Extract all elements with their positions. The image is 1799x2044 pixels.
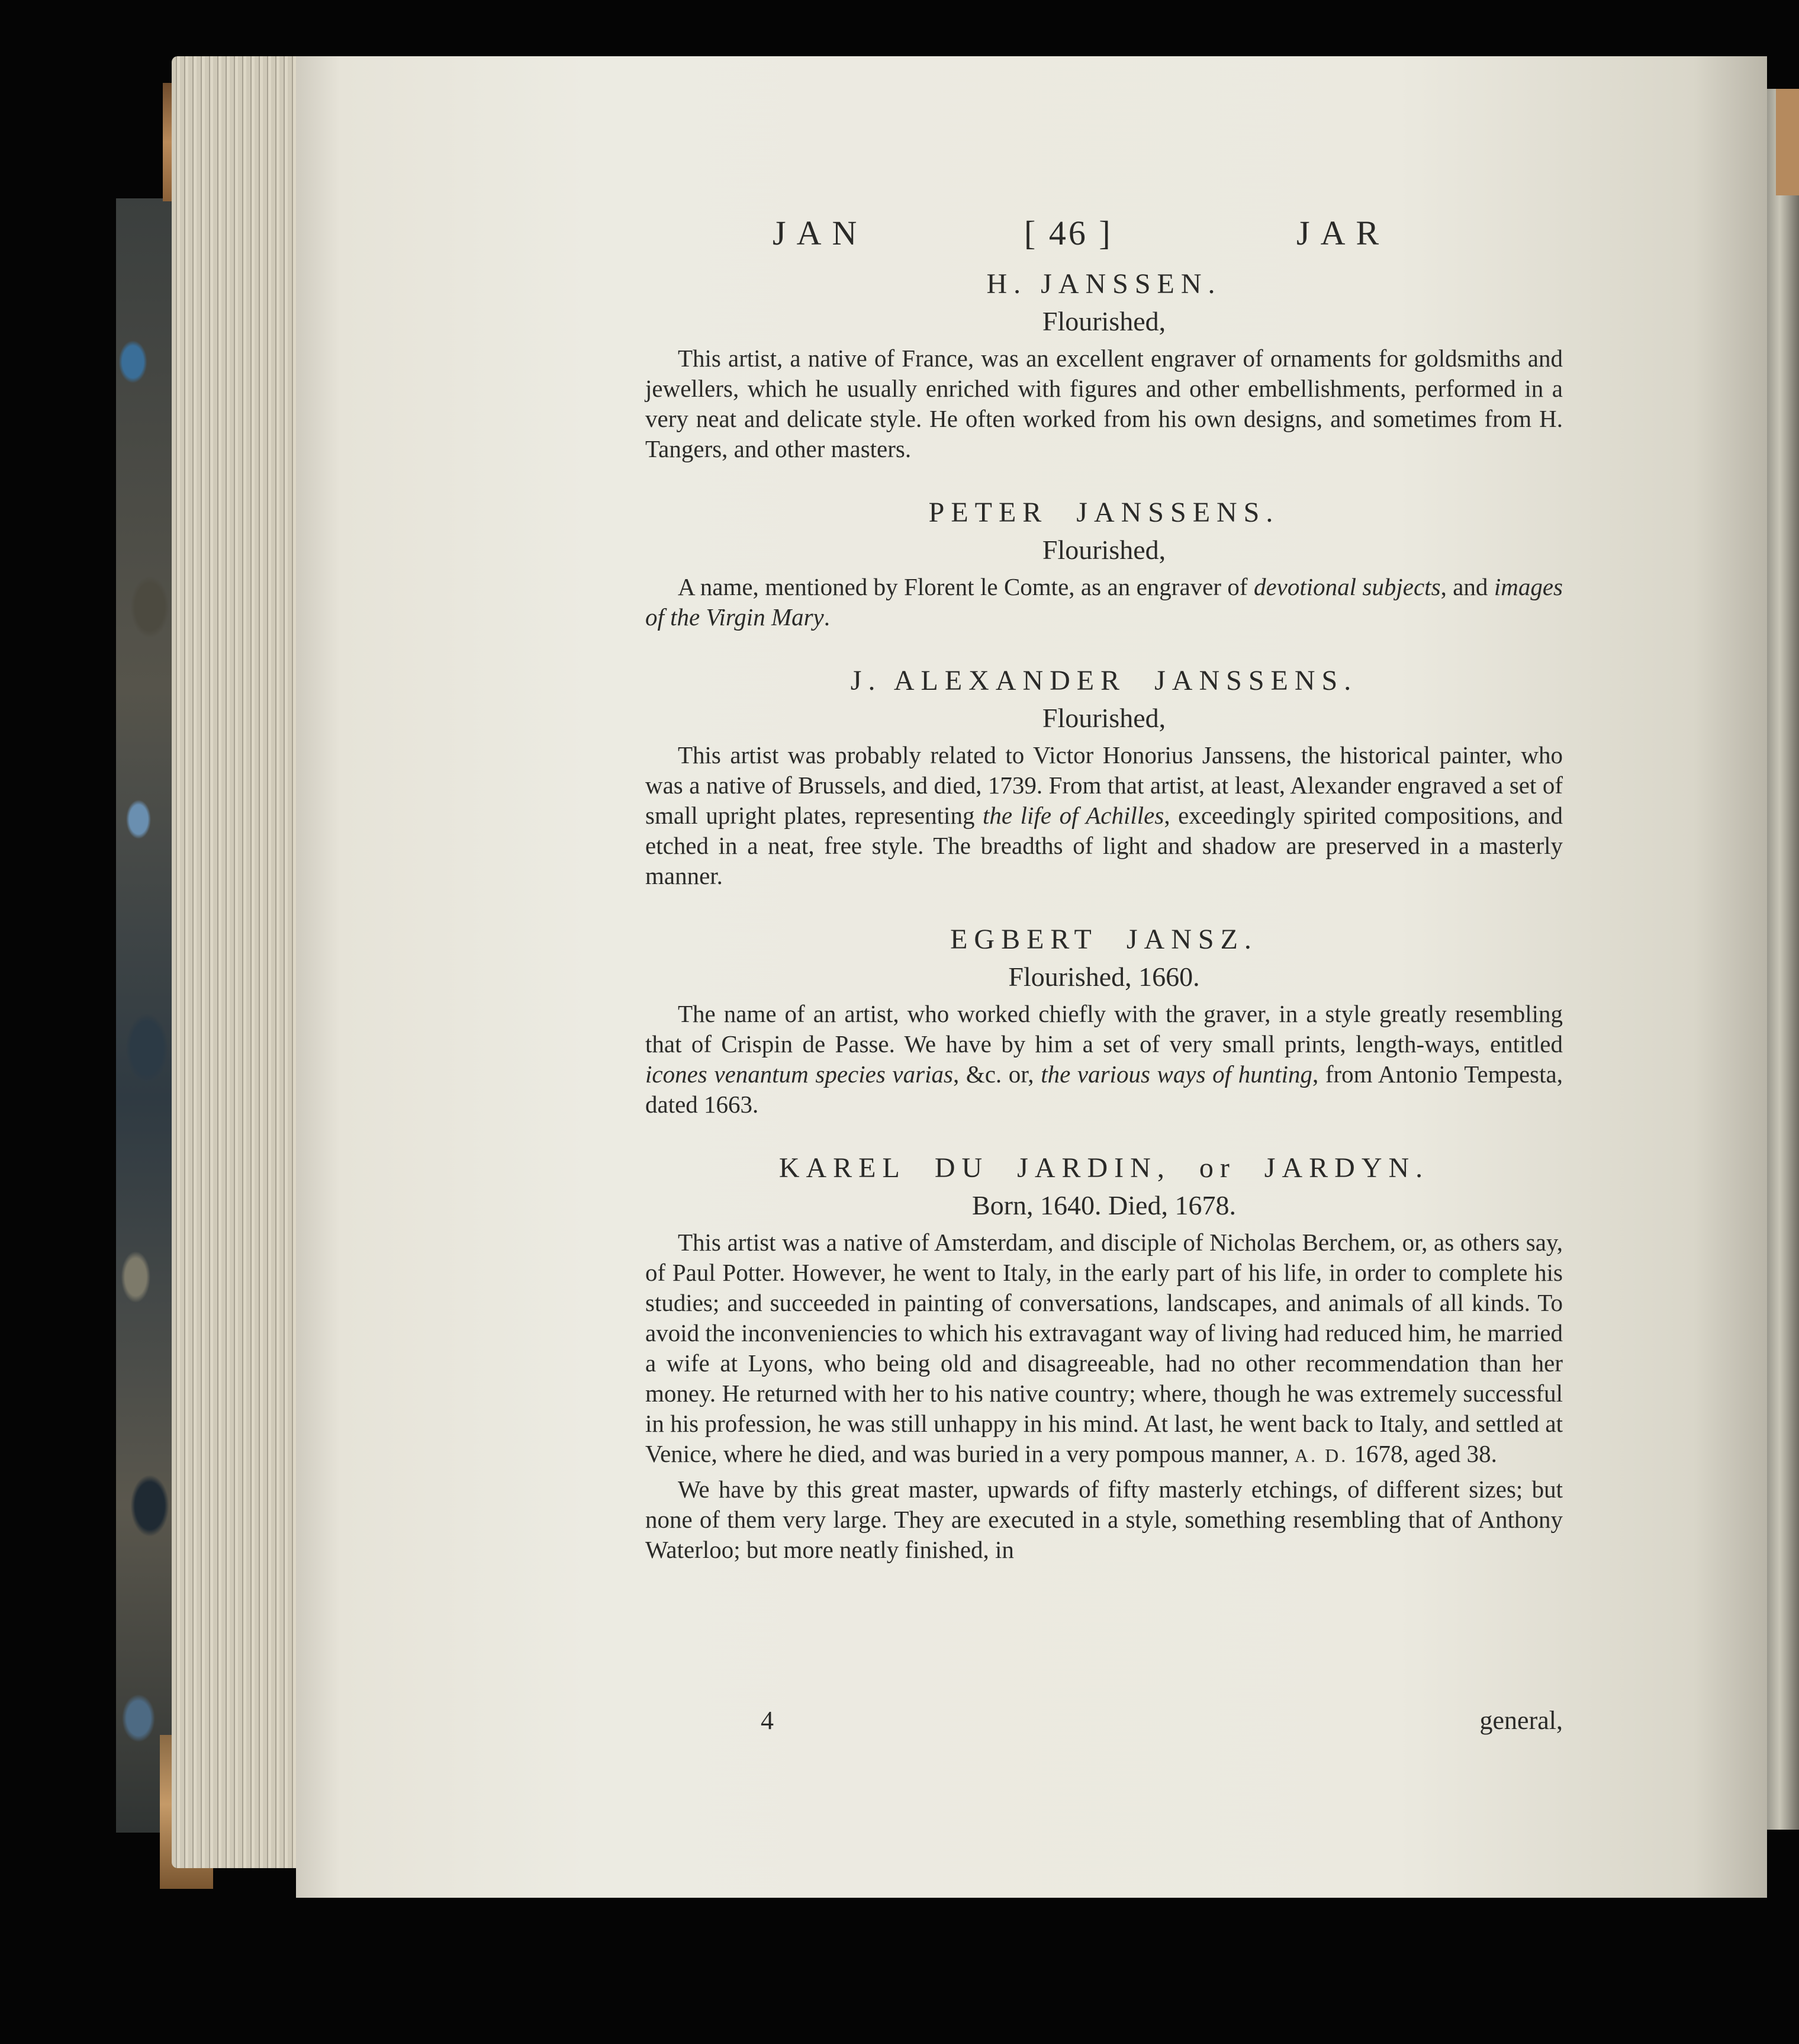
italic-title: icones venantum species varias xyxy=(645,1060,953,1088)
entry xyxy=(645,495,1563,632)
entry xyxy=(645,1150,1563,1565)
entries xyxy=(645,266,1563,1565)
entry-name-part: JARDYN. xyxy=(1264,1152,1430,1184)
running-head-right: JAR xyxy=(1296,214,1390,252)
entry-paragraph: The name of an artist, who worked chiefly with the graver, in a style greatly resembling that of Crispin de Passe. We have by him a set of very small prints, length-ways, entitled icones venantum species varias, &c. or, the various ways of hunting, from Antonio Tempesta, dated 1663. xyxy=(645,1000,1563,1118)
entry xyxy=(645,663,1563,891)
signature-mark: 4 xyxy=(761,1706,774,1735)
entry-name-part: DU xyxy=(934,1152,989,1184)
page-edges xyxy=(172,56,299,1868)
page-number: [ 46 ] xyxy=(1024,214,1113,252)
entry-name-part: PETER xyxy=(928,497,1048,528)
facing-page-edge xyxy=(1767,89,1799,1830)
entry-name-part: JARDIN, xyxy=(1017,1152,1171,1184)
facing-leather xyxy=(1776,89,1799,195)
entry-name-part: J. ALEXANDER xyxy=(850,665,1127,696)
entry-dates: Flourished, xyxy=(1042,306,1166,336)
page-footer xyxy=(645,1705,1563,1741)
entry-dates: Flourished, xyxy=(1042,535,1166,565)
entry-paragraph: This artist was probably related to Victor Honorius Janssens, the historical painter, who was a native of Brussels, and died, 1739. From that artist, at least, Alexander engraved a set of small upright plates, representing the life of Achilles, exceedingly spirited compositions, and etched in a neat, free style. The breadths of light and shadow are preserved in a masterly manner. xyxy=(645,741,1563,889)
entry-name xyxy=(645,922,1563,957)
text-block xyxy=(645,213,1563,1596)
entry-name xyxy=(645,266,1563,302)
entry-paragraph: We have by this great master, upwards of fifty masterly etchings, of different sizes; but none of them very large. They are executed in a style, something resembling that of Anthony Waterloo; but more neatly finished, in xyxy=(645,1476,1563,1563)
entry-paragraph: A name, mentioned by Florent le Comte, as an engraver of devotional subjects, and images of the Virgin Mary. xyxy=(645,573,1563,631)
entry-name-part: EGBERT xyxy=(950,924,1098,955)
entry-dates: Born, 1640. Died, 1678. xyxy=(972,1190,1236,1220)
entry-name-part: or xyxy=(1199,1152,1236,1184)
italic-title: images of the Virgin Mary xyxy=(645,573,1563,631)
entry-name-part: JANSZ. xyxy=(1126,924,1258,955)
entry-name-part: H. JANSSEN. xyxy=(986,268,1222,300)
entry-paragraph: This artist was a native of Amsterdam, and disciple of Nicholas Berchem, or, as others say, of Paul Potter. However, he went to Italy, in the early part of his life, in order to complete his studies; and succeeded in painting of conversations, landscapes, and animals of all kinds. To avoid the inconveniencies to which his extravagant way of living had reduced him, he married a wife at Lyons, who being old and disagreeable, had no other recommendation than her money. He returned with her to his native country; where, though he was extremely successful in his profession, he was still unhappy in his mind. At last, he went back to Italy, and settled at Venice, where he died, and was buried in a very pompous manner, A. D. 1678, aged 38. xyxy=(645,1229,1563,1467)
entry-name xyxy=(645,495,1563,531)
entry-name xyxy=(645,1150,1563,1186)
entry-name-part: JANSSENS. xyxy=(1076,497,1280,528)
running-head xyxy=(645,213,1563,266)
entry-dates: Flourished, xyxy=(1042,703,1166,733)
italic-title: devotional subjects xyxy=(1253,573,1441,600)
entry-name xyxy=(645,663,1563,699)
italic-title: the life of Achilles xyxy=(983,802,1164,829)
entry-name-part: KAREL xyxy=(778,1152,906,1184)
entry-paragraph: This artist, a native of France, was an excellent engraver of ornaments for goldsmiths and jewellers, which he usually enriched with figures and other embellishments, performed in a very neat and delicate style. He often worked from his own designs, and sometimes from H. Tangers, and other masters. xyxy=(645,345,1563,462)
small-caps: A. D. xyxy=(1295,1445,1349,1466)
italic-title: the various ways of hunting xyxy=(1041,1060,1312,1088)
running-head-left: JAN xyxy=(773,214,868,252)
catchword: general, xyxy=(1479,1706,1563,1735)
entry xyxy=(645,922,1563,1120)
entry xyxy=(645,266,1563,464)
entry-name-part: JANSSENS. xyxy=(1154,665,1358,696)
entry-dates: Flourished, 1660. xyxy=(1008,962,1200,992)
marbled-cover xyxy=(116,198,172,1833)
